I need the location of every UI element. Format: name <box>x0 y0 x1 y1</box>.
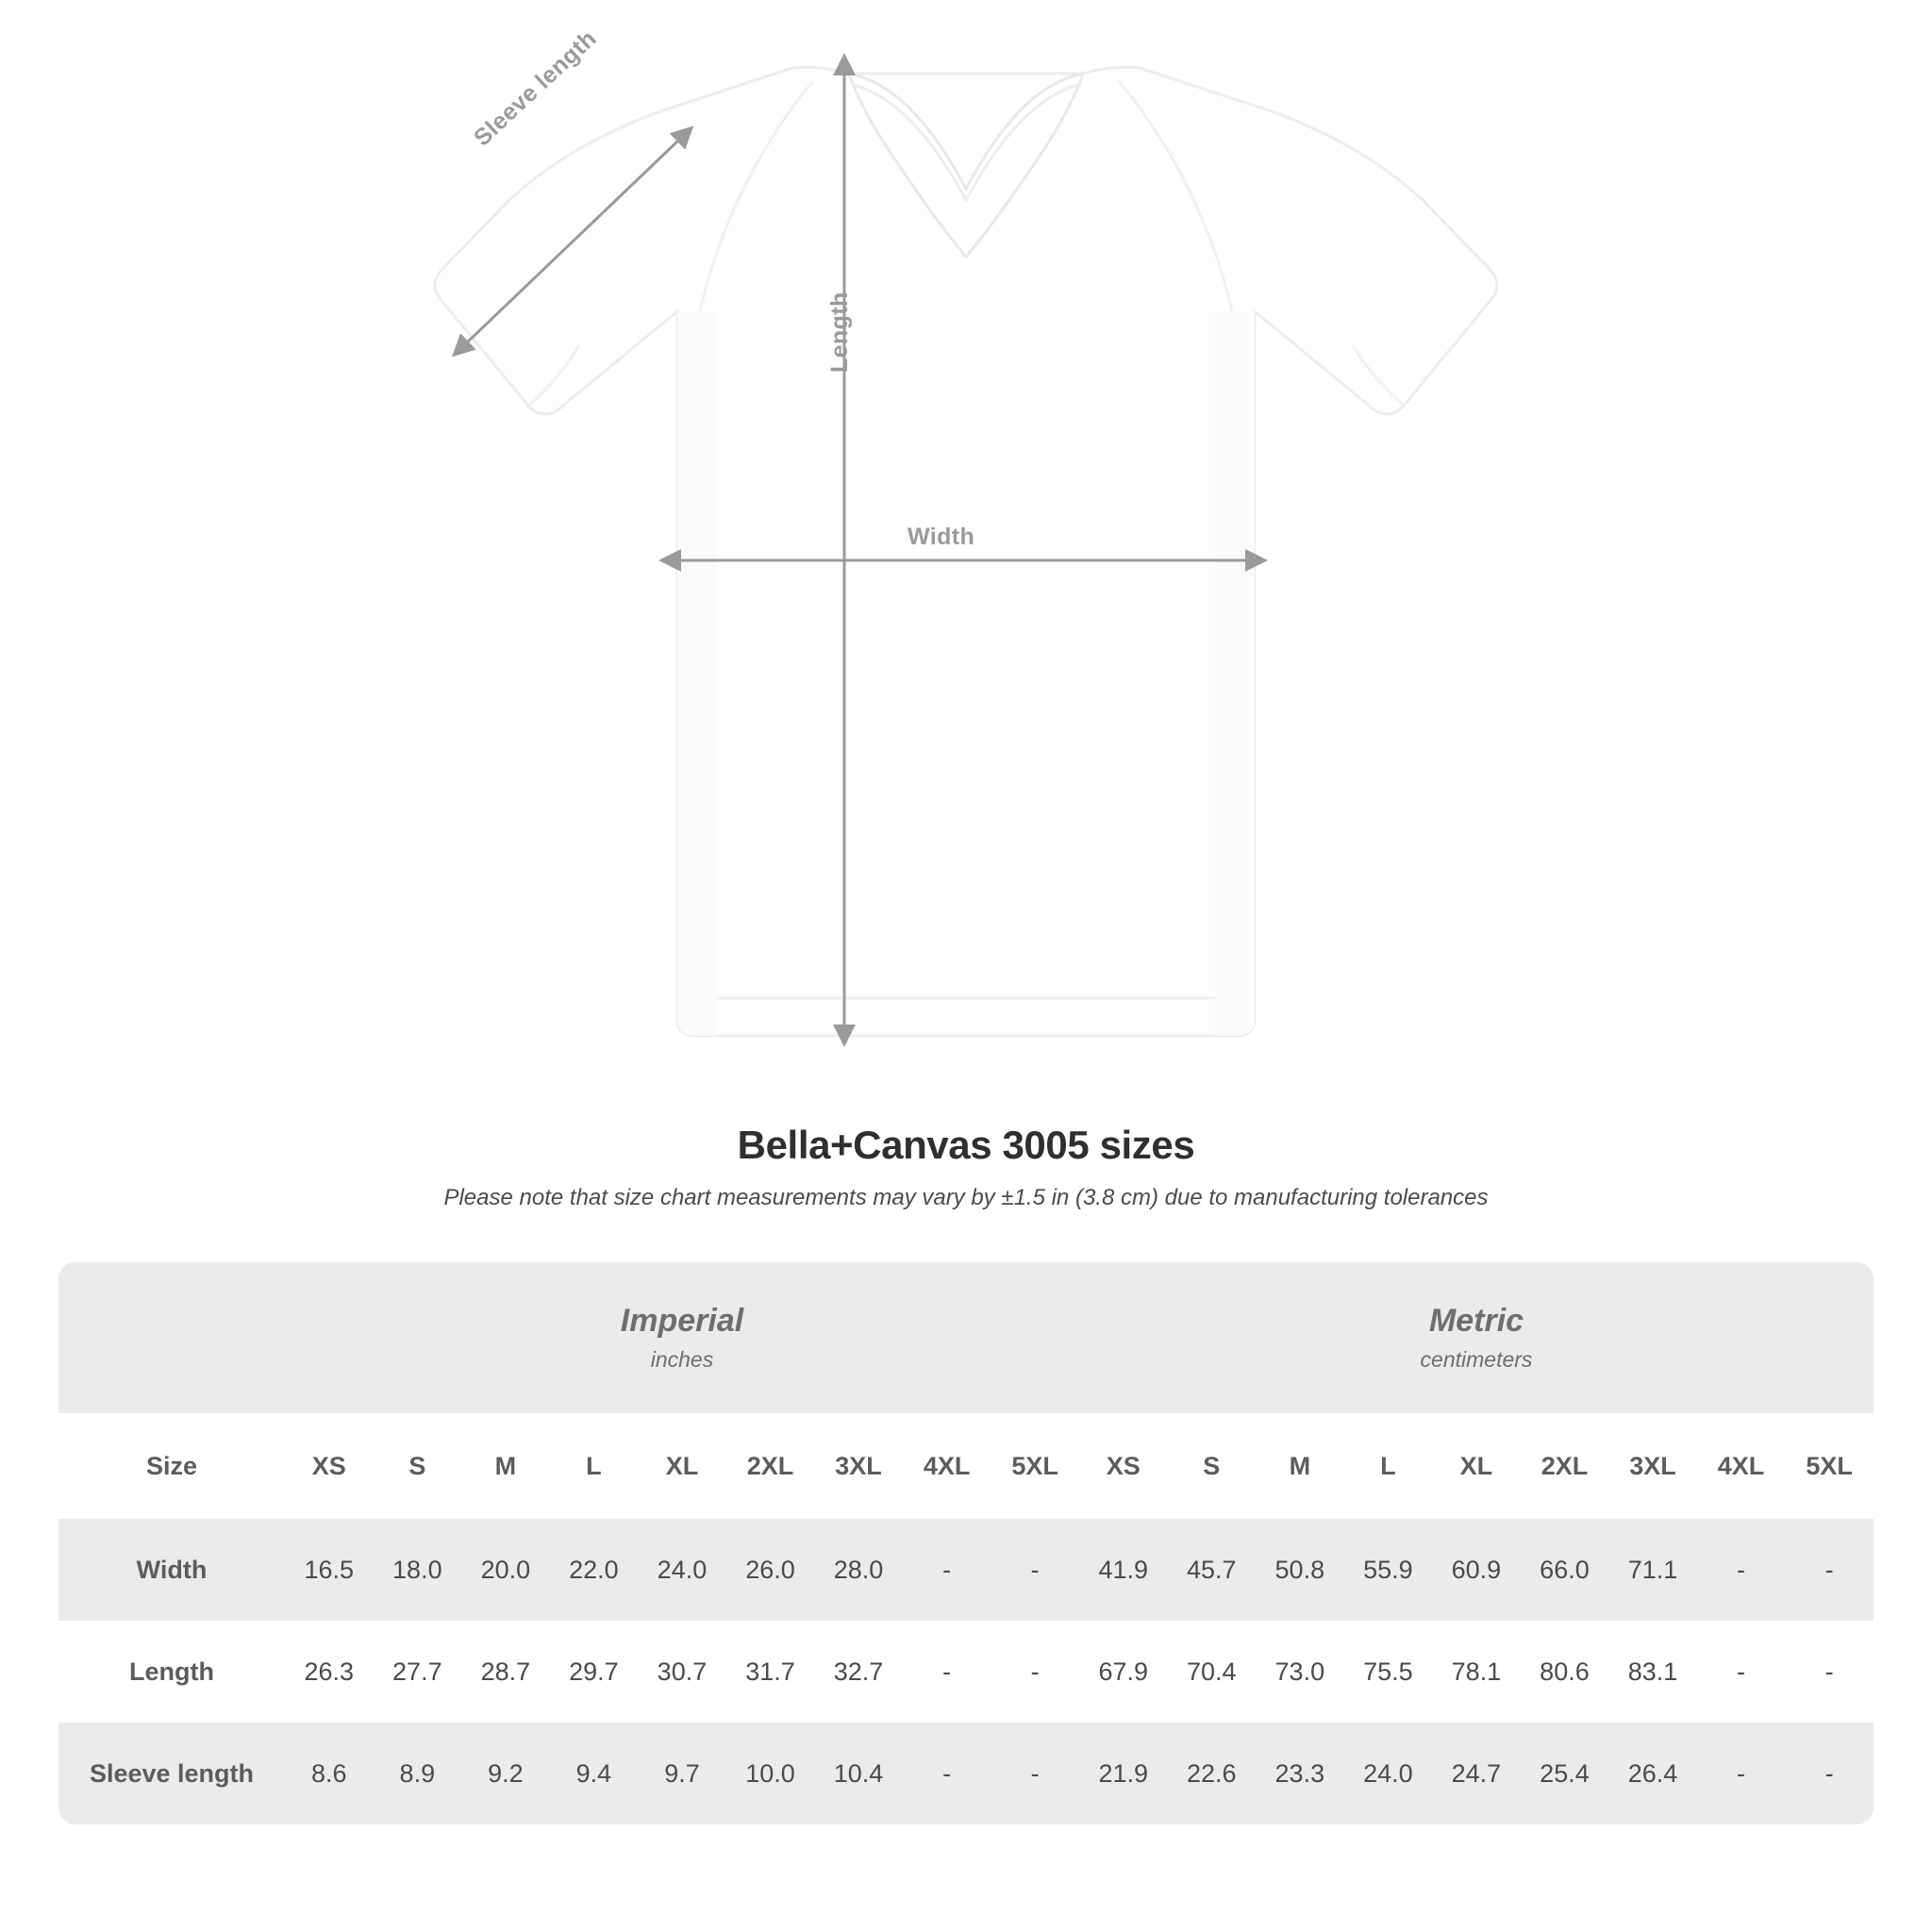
table-row <box>58 1621 1874 1723</box>
cell-sleeve-imperial-5xl: - <box>991 1723 1079 1824</box>
row-label-sleeve-length: Sleeve length <box>58 1723 285 1824</box>
col-header-imperial-5xl: 5XL <box>991 1413 1079 1519</box>
cell-width-metric-xs: 41.9 <box>1079 1519 1168 1621</box>
cell-length-metric-2xl: 80.6 <box>1521 1621 1609 1723</box>
col-header-metric-l: L <box>1344 1413 1433 1519</box>
size-header-row <box>58 1413 1874 1519</box>
page-title: Bella+Canvas 3005 sizes <box>737 1123 1195 1167</box>
cell-length-metric-3xl: 83.1 <box>1608 1621 1697 1723</box>
cell-sleeve-metric-l: 24.0 <box>1344 1723 1433 1824</box>
imperial-unit-sub: inches <box>650 1347 714 1372</box>
cell-length-imperial-xs: 26.3 <box>285 1621 374 1723</box>
cell-sleeve-metric-xs: 21.9 <box>1079 1723 1168 1824</box>
cell-sleeve-imperial-xl: 9.7 <box>638 1723 726 1824</box>
col-header-metric-s: S <box>1168 1413 1257 1519</box>
cell-width-metric-l: 55.9 <box>1344 1519 1433 1621</box>
cell-sleeve-metric-s: 22.6 <box>1168 1723 1257 1824</box>
cell-width-imperial-xs: 16.5 <box>285 1519 374 1621</box>
size-table-wrapper <box>58 1262 1874 1824</box>
cell-width-imperial-4xl: - <box>903 1519 991 1621</box>
page-subtitle: Please note that size chart measurements may vary by ±1.5 in (3.8 cm) due to manufacturing tolerances <box>443 1185 1489 1210</box>
cell-width-imperial-l: 22.0 <box>550 1519 639 1621</box>
col-header-metric-3xl: 3XL <box>1608 1413 1697 1519</box>
cell-width-metric-5xl: - <box>1785 1519 1874 1621</box>
metric-unit-name: Metric <box>1428 1303 1524 1339</box>
cell-sleeve-metric-xl: 24.7 <box>1432 1723 1521 1824</box>
unit-header-row <box>58 1262 1874 1413</box>
imperial-unit-name: Imperial <box>620 1303 744 1339</box>
table-corner-cell <box>58 1262 285 1413</box>
col-header-imperial-3xl: 3XL <box>814 1413 903 1519</box>
col-header-imperial-2xl: 2XL <box>726 1413 815 1519</box>
col-header-imperial-s: S <box>374 1413 462 1519</box>
col-header-imperial-l: L <box>550 1413 639 1519</box>
cell-length-metric-5xl: - <box>1785 1621 1874 1723</box>
cell-length-imperial-3xl: 32.7 <box>814 1621 903 1723</box>
col-header-imperial-4xl: 4XL <box>903 1413 991 1519</box>
cell-sleeve-metric-m: 23.3 <box>1256 1723 1344 1824</box>
col-header-metric-xs: XS <box>1079 1413 1168 1519</box>
cell-length-imperial-l: 29.7 <box>550 1621 639 1723</box>
col-header-metric-4xl: 4XL <box>1697 1413 1786 1519</box>
cell-width-metric-4xl: - <box>1697 1519 1786 1621</box>
col-header-metric-2xl: 2XL <box>1521 1413 1609 1519</box>
cell-length-metric-4xl: - <box>1697 1621 1786 1723</box>
col-header-metric-5xl: 5XL <box>1785 1413 1874 1519</box>
cell-sleeve-metric-4xl: - <box>1697 1723 1786 1824</box>
cell-width-metric-m: 50.8 <box>1256 1519 1344 1621</box>
cell-length-imperial-s: 27.7 <box>374 1621 462 1723</box>
cell-length-metric-xs: 67.9 <box>1079 1621 1168 1723</box>
cell-sleeve-metric-5xl: - <box>1785 1723 1874 1824</box>
metric-unit-header <box>1079 1262 1874 1413</box>
tshirt-shape <box>435 67 1497 1036</box>
size-label-header: Size <box>58 1413 285 1519</box>
cell-width-imperial-xl: 24.0 <box>638 1519 726 1621</box>
col-header-imperial-xl: XL <box>638 1413 726 1519</box>
col-header-metric-m: M <box>1256 1413 1344 1519</box>
cell-width-metric-s: 45.7 <box>1168 1519 1257 1621</box>
cell-width-metric-2xl: 66.0 <box>1521 1519 1609 1621</box>
cell-length-imperial-2xl: 31.7 <box>726 1621 815 1723</box>
imperial-unit-header <box>285 1262 1079 1413</box>
cell-length-imperial-xl: 30.7 <box>638 1621 726 1723</box>
col-header-imperial-m: M <box>461 1413 550 1519</box>
cell-length-metric-xl: 78.1 <box>1432 1621 1521 1723</box>
cell-sleeve-imperial-l: 9.4 <box>550 1723 639 1824</box>
cell-width-imperial-5xl: - <box>991 1519 1079 1621</box>
cell-sleeve-imperial-xs: 8.6 <box>285 1723 374 1824</box>
cell-length-imperial-m: 28.7 <box>461 1621 550 1723</box>
cell-length-imperial-4xl: - <box>903 1621 991 1723</box>
cell-length-metric-s: 70.4 <box>1168 1621 1257 1723</box>
cell-width-imperial-m: 20.0 <box>461 1519 550 1621</box>
cell-length-metric-l: 75.5 <box>1344 1621 1433 1723</box>
cell-width-imperial-3xl: 28.0 <box>814 1519 903 1621</box>
cell-sleeve-imperial-3xl: 10.4 <box>814 1723 903 1824</box>
cell-width-imperial-s: 18.0 <box>374 1519 462 1621</box>
row-label-length: Length <box>58 1621 285 1723</box>
cell-sleeve-imperial-2xl: 10.0 <box>726 1723 815 1824</box>
col-header-imperial-xs: XS <box>285 1413 374 1519</box>
size-table <box>58 1262 1874 1824</box>
length-dimension-label: Length <box>826 291 853 373</box>
table-row <box>58 1519 1874 1621</box>
width-dimension-label: Width <box>908 524 975 550</box>
sleeve-dimension-label: Sleeve length <box>469 25 602 152</box>
col-header-metric-xl: XL <box>1432 1413 1521 1519</box>
row-label-width: Width <box>58 1519 285 1621</box>
cell-sleeve-imperial-s: 8.9 <box>374 1723 462 1824</box>
table-row <box>58 1723 1874 1824</box>
cell-sleeve-metric-3xl: 26.4 <box>1608 1723 1697 1824</box>
cell-length-metric-m: 73.0 <box>1256 1621 1344 1723</box>
cell-sleeve-imperial-4xl: - <box>903 1723 991 1824</box>
cell-width-imperial-2xl: 26.0 <box>726 1519 815 1621</box>
cell-width-metric-3xl: 71.1 <box>1608 1519 1697 1621</box>
title-block <box>0 1123 1932 1211</box>
cell-sleeve-imperial-m: 9.2 <box>461 1723 550 1824</box>
cell-length-imperial-5xl: - <box>991 1621 1079 1723</box>
metric-unit-sub: centimeters <box>1420 1347 1533 1372</box>
cell-width-metric-xl: 60.9 <box>1432 1519 1521 1621</box>
cell-sleeve-metric-2xl: 25.4 <box>1521 1723 1609 1824</box>
